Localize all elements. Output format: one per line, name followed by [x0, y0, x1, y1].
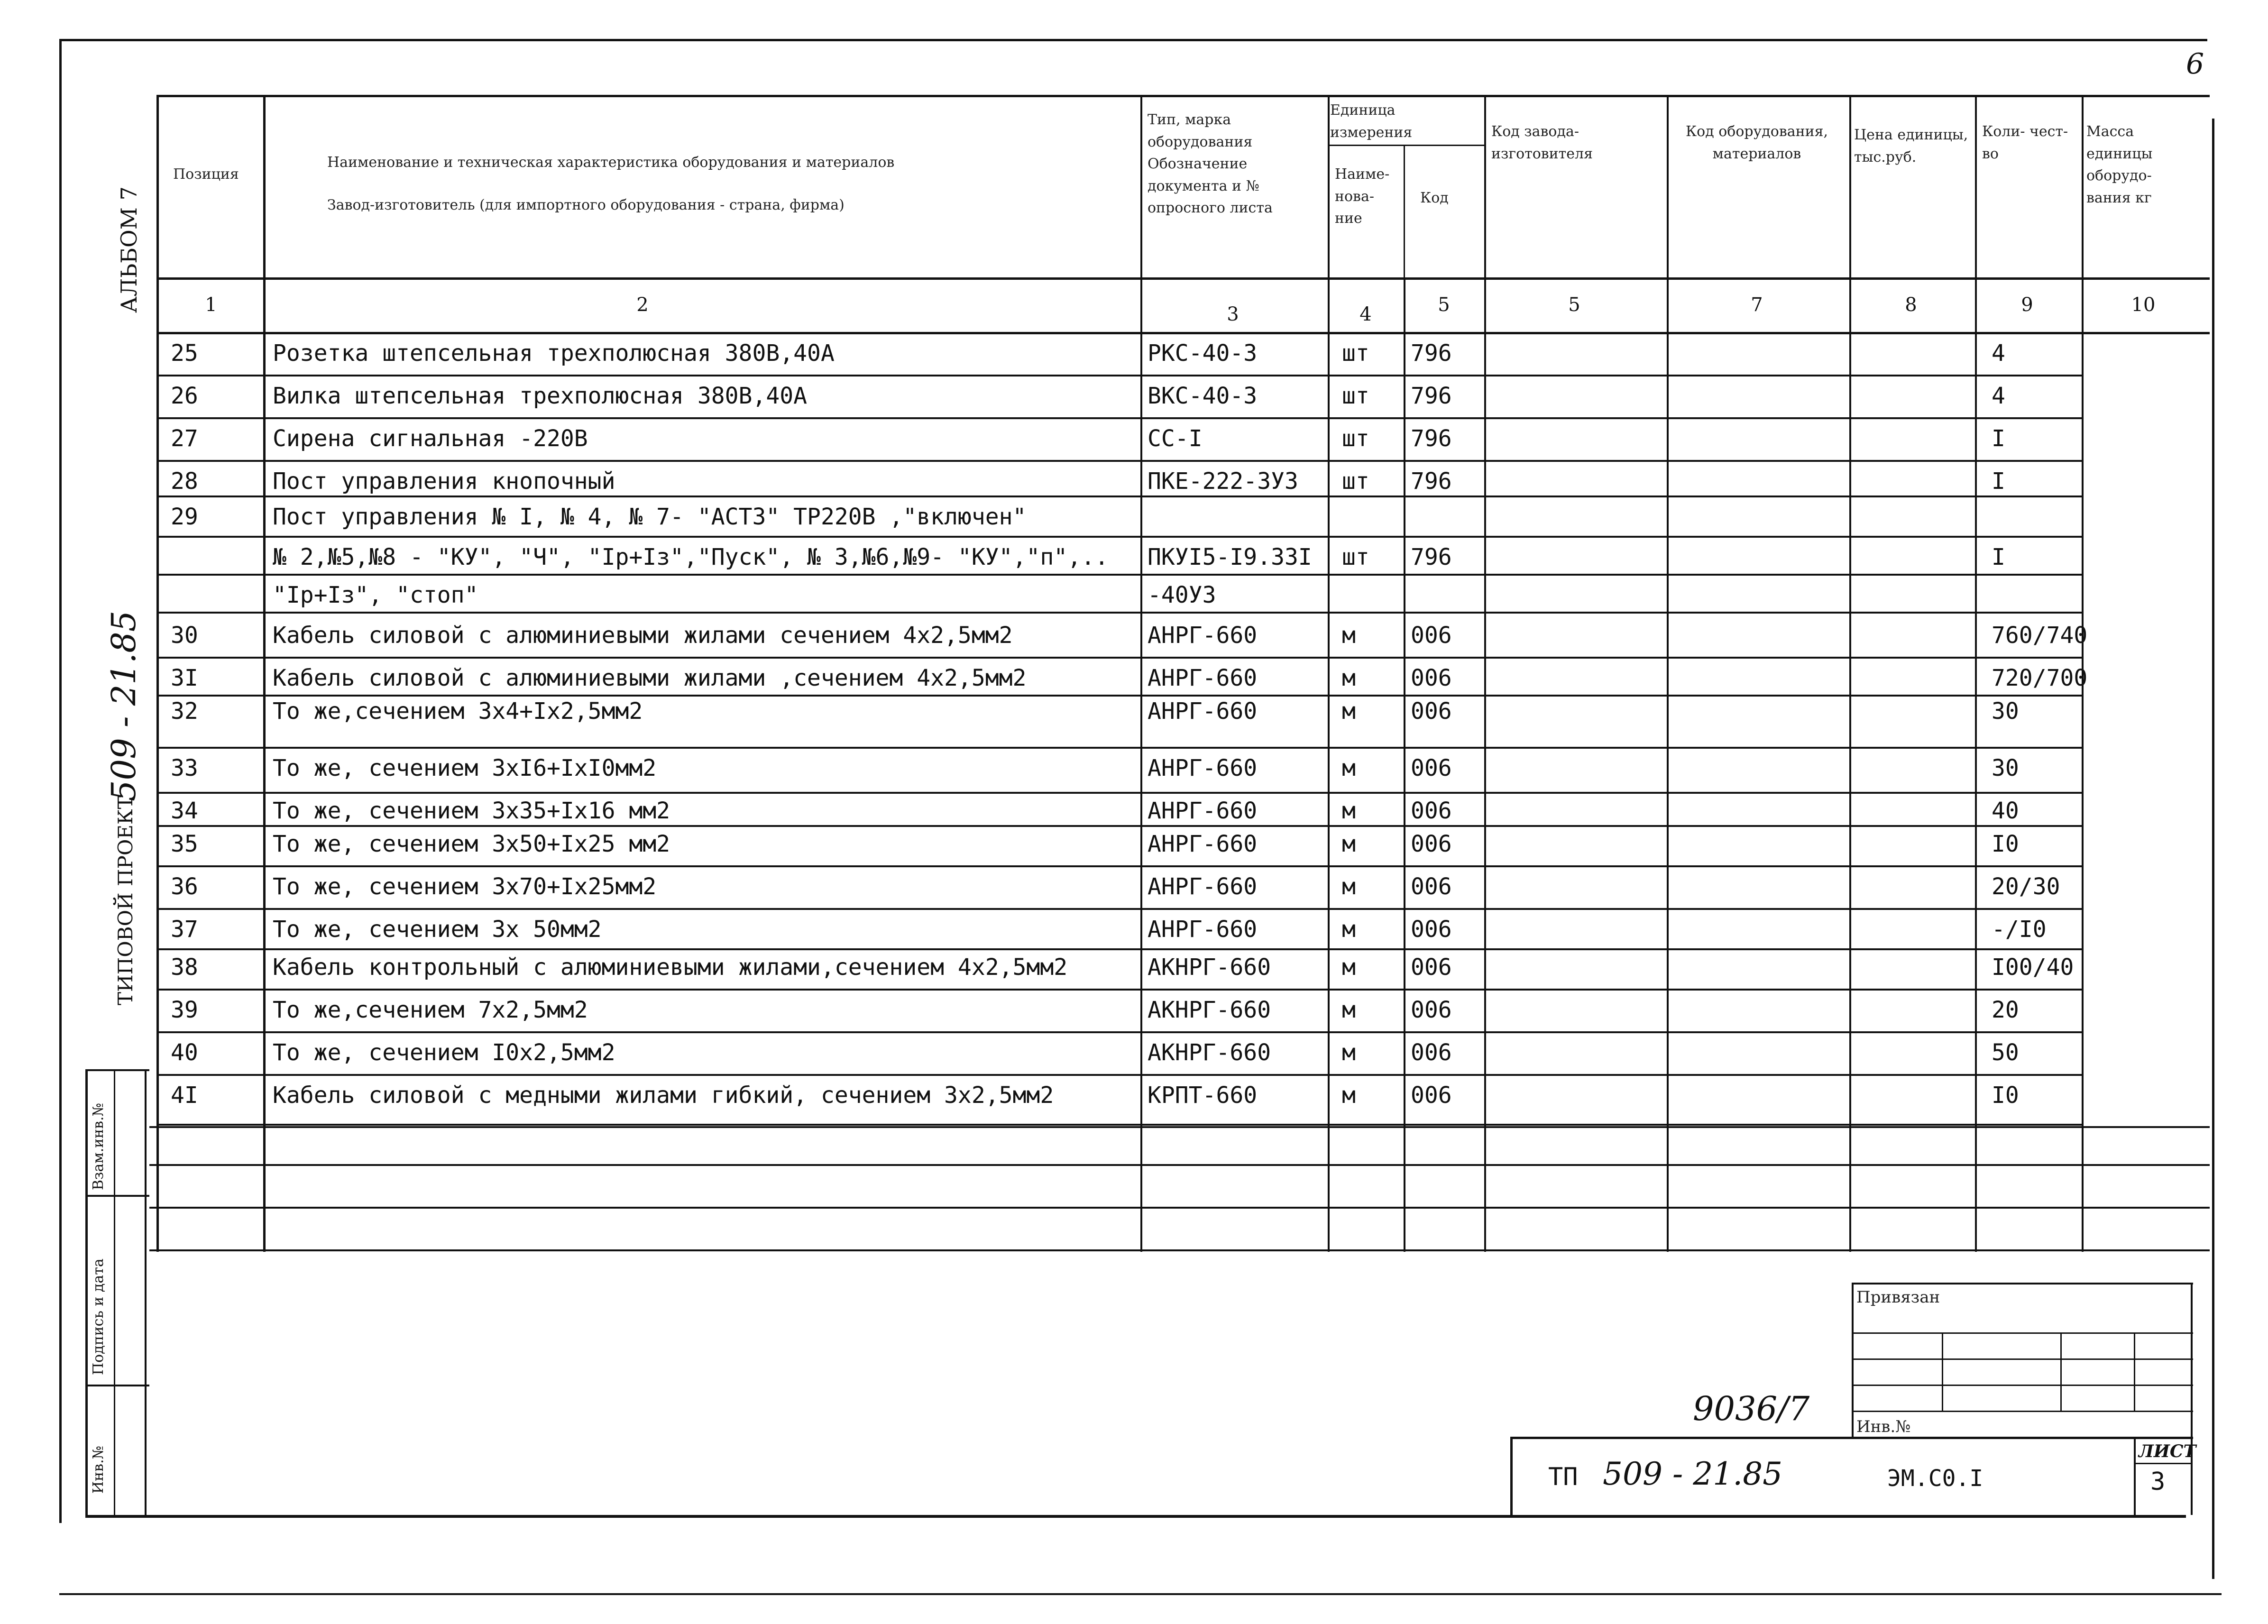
row-unit-code: 006	[1411, 622, 1452, 649]
row-unit: м	[1342, 1039, 1356, 1066]
row-rule	[156, 375, 2082, 376]
row-quantity: I	[1992, 544, 2005, 570]
row-position: 33	[171, 755, 198, 781]
row-unit-code: 006	[1411, 698, 1452, 725]
table-rule	[1404, 145, 1405, 277]
row-rule	[156, 825, 2082, 827]
row-quantity: I	[1992, 425, 2005, 452]
column-number: 2	[636, 294, 649, 316]
row-type: АКНРГ-660	[1148, 1039, 1271, 1066]
frame-bottom	[85, 1515, 2186, 1518]
row-unit-code: 006	[1411, 1039, 1452, 1066]
column-number: 9	[2021, 294, 2033, 316]
row-position: 39	[171, 997, 198, 1023]
row-name: "Iр+Iз", "стоп"	[273, 582, 478, 608]
header-quantity: Коли- чест- во	[1982, 123, 2068, 162]
col-divider	[1667, 95, 1669, 1252]
table-rule	[149, 1207, 2210, 1209]
project-code: 509 - 21.85	[104, 610, 143, 801]
stamp-line	[1852, 1385, 2193, 1386]
cut-line	[59, 1593, 2222, 1595]
frame-left	[59, 39, 62, 1523]
row-position: 38	[171, 954, 198, 981]
header-unit: Единица измерения	[1330, 102, 1413, 141]
row-name: Кабель силовой с алюминиевыми жилами ,сечением 4х2,5мм2	[273, 665, 1027, 691]
frame-right	[2212, 119, 2214, 1579]
col-divider	[263, 95, 266, 1252]
stamp-line	[2134, 1332, 2135, 1411]
column-number: 3	[1227, 303, 1239, 325]
row-unit-code: 006	[1411, 997, 1452, 1023]
stamp-line	[2134, 1437, 2136, 1517]
row-position: 25	[171, 340, 198, 367]
header-type: Тип, марка оборудования Обозначение документа и № опросного листа	[1148, 111, 1273, 216]
row-rule	[156, 792, 2082, 794]
stamp-inventory: Инв.№	[1856, 1417, 1911, 1436]
header-name-line2: Завод-изготовитель (для импортного оборудования - страна, фирма)	[327, 197, 845, 213]
row-name: То же,сечением 7х2,5мм2	[273, 997, 588, 1023]
row-unit-code: 796	[1411, 544, 1452, 570]
row-unit-code: 006	[1411, 916, 1452, 943]
row-unit: м	[1342, 954, 1356, 981]
row-type: АКНРГ-660	[1148, 954, 1271, 981]
row-unit: шт	[1342, 544, 1369, 570]
column-number: 7	[1751, 294, 1763, 316]
row-unit: м	[1342, 873, 1356, 900]
side-stamp-line	[145, 1069, 147, 1515]
row-unit-code: 006	[1411, 873, 1452, 900]
row-unit: шт	[1342, 340, 1369, 367]
stamp-signature-label: Подпись и дата	[90, 1258, 107, 1375]
row-rule	[156, 417, 2082, 419]
row-name: Пост управления № I, № 4, № 7- "АСТЗ" ТР220В ,"включен"	[273, 504, 1027, 530]
row-quantity: 720/700	[1992, 665, 2088, 691]
row-rule	[156, 948, 2082, 950]
row-name: То же, сечением 3х70+Iх25мм2	[273, 873, 657, 900]
col-divider	[1484, 95, 1486, 1252]
row-unit: м	[1342, 622, 1356, 649]
column-number: 4	[1359, 303, 1372, 325]
sheet-label: ЛИСТ	[2139, 1441, 2196, 1461]
header-mass: Масса единицы оборудо- вания кг	[2086, 123, 2153, 206]
row-quantity: -/I0	[1992, 916, 2047, 943]
row-type: АНРГ-660	[1148, 755, 1258, 781]
table-rule	[149, 1249, 2210, 1251]
header-price: Цена единицы, тыс.руб.	[1854, 127, 1968, 165]
row-unit-code: 006	[1411, 665, 1452, 691]
row-unit: м	[1342, 698, 1356, 725]
table-rule	[156, 332, 2210, 334]
row-unit: шт	[1342, 425, 1369, 452]
row-quantity: I0	[1992, 831, 2019, 857]
row-type: АНРГ-660	[1148, 665, 1258, 691]
col-divider	[156, 95, 159, 1252]
stamp-line	[2060, 1332, 2062, 1411]
header-name-line1: Наименование и техническая характеристика оборудования и материалов	[327, 154, 895, 171]
doc-number: 509 - 21.85	[1603, 1456, 1783, 1492]
row-unit-code: 796	[1411, 340, 1452, 367]
col-divider	[1849, 95, 1851, 1252]
row-type: АНРГ-660	[1148, 622, 1258, 649]
row-name: Кабель силовой с медными жилами гибкий, сечением 3х2,5мм2	[273, 1082, 1054, 1109]
doc-prefix: ТП	[1548, 1463, 1578, 1491]
row-quantity: 50	[1992, 1039, 2019, 1066]
stamp-line	[1510, 1437, 2193, 1439]
row-unit-code: 006	[1411, 798, 1452, 824]
row-unit-code: 006	[1411, 755, 1452, 781]
side-stamp-line	[114, 1069, 115, 1515]
row-unit-code: 006	[1411, 831, 1452, 857]
row-rule	[156, 1124, 2082, 1126]
header-unit-code: Код	[1420, 190, 1449, 206]
row-unit: шт	[1342, 468, 1369, 495]
table-rule	[149, 1164, 2210, 1166]
row-position: 32	[171, 698, 198, 725]
row-name: То же, сечением 3хI6+IхI0мм2	[273, 755, 657, 781]
row-unit: м	[1342, 997, 1356, 1023]
row-position: 35	[171, 831, 198, 857]
row-unit: шт	[1342, 383, 1369, 409]
stamp-line	[1942, 1332, 1943, 1411]
row-quantity: 4	[1992, 383, 2005, 409]
row-unit-code: 796	[1411, 425, 1452, 452]
row-unit: м	[1342, 755, 1356, 781]
row-position: 29	[171, 504, 198, 530]
row-type: РКС-40-3	[1148, 340, 1258, 367]
row-quantity: 4	[1992, 340, 2005, 367]
row-quantity: I00/40	[1992, 954, 2074, 981]
row-name: То же, сечением 3х 50мм2	[273, 916, 602, 943]
row-unit: м	[1342, 665, 1356, 691]
row-type: -40У3	[1148, 582, 1216, 608]
row-rule	[156, 612, 2082, 614]
row-name: Сирена сигнальная -220В	[273, 425, 588, 452]
page-number: 6	[2186, 47, 2204, 81]
row-unit-code: 006	[1411, 1082, 1452, 1109]
row-unit: м	[1342, 798, 1356, 824]
column-number: 1	[205, 294, 217, 316]
row-rule	[156, 747, 2082, 749]
stamp-line	[1852, 1283, 1854, 1439]
table-rule	[156, 277, 2210, 280]
col-divider	[1328, 95, 1330, 1252]
row-name: Кабель силовой с алюминиевыми жилами сечением 4х2,5мм2	[273, 622, 1013, 649]
frame-top	[59, 39, 2207, 41]
stamp-line	[2191, 1283, 2193, 1515]
row-quantity: 760/740	[1992, 622, 2088, 649]
row-rule	[156, 536, 2082, 538]
doc-code: ЭМ.С0.I	[1887, 1465, 1983, 1492]
row-unit-code: 006	[1411, 954, 1452, 981]
header-position: Позиция	[173, 166, 239, 183]
row-name: То же, сечением 3х50+Iх25 мм2	[273, 831, 670, 857]
header-equipment-code: Код оборудования, материалов	[1685, 123, 1828, 162]
column-number: 5	[1568, 294, 1580, 316]
stamp-line	[1852, 1411, 2193, 1412]
stamp-attached: Привязан	[1856, 1288, 1940, 1307]
row-rule	[156, 1074, 2082, 1076]
row-type: АНРГ-660	[1148, 831, 1258, 857]
row-position: 27	[171, 425, 198, 452]
row-quantity: 30	[1992, 755, 2019, 781]
row-name: Кабель контрольный с алюминиевыми жилами,сечением 4х2,5мм2	[273, 954, 1068, 981]
stamp-inventory-label: Инв.№	[90, 1446, 107, 1494]
stamp-replacement-label: Взам.инв.№	[90, 1103, 107, 1190]
side-stamp-line	[85, 1385, 149, 1386]
row-name: То же,сечением 3х4+Iх2,5мм2	[273, 698, 643, 725]
row-unit: м	[1342, 916, 1356, 943]
row-type: ПКУI5-I9.33I	[1148, 544, 1312, 570]
table-rule	[149, 1126, 2210, 1128]
row-name: Вилка штепсельная трехполюсная 380В,40А	[273, 383, 808, 409]
row-rule	[156, 495, 2082, 497]
stamp-line	[1852, 1283, 2193, 1285]
row-rule	[156, 695, 2082, 697]
table-rule	[1328, 145, 1484, 146]
row-type: КРПТ-660	[1148, 1082, 1258, 1109]
row-position: 28	[171, 468, 198, 495]
row-unit-code: 796	[1411, 383, 1452, 409]
column-number: 8	[1905, 294, 1917, 316]
row-position: 34	[171, 798, 198, 824]
side-stamp-line	[85, 1069, 88, 1515]
row-position: 30	[171, 622, 198, 649]
stamp-line	[2134, 1463, 2191, 1464]
col-divider	[1140, 95, 1142, 1252]
row-type: АНРГ-660	[1148, 798, 1258, 824]
row-type: СС-I	[1148, 425, 1203, 452]
album-label: АЛЬБОМ 7	[116, 186, 142, 313]
row-quantity: 30	[1992, 698, 2019, 725]
row-unit: м	[1342, 1082, 1356, 1109]
row-type: ПКЕ-222-3У3	[1148, 468, 1298, 495]
row-unit-code: 796	[1411, 468, 1452, 495]
project-label: ТИПОВОЙ ПРОЕКТ	[114, 796, 137, 1005]
side-stamp-line	[85, 1069, 149, 1071]
handwritten-number: 9036/7	[1693, 1389, 1810, 1428]
stamp-line	[1852, 1332, 2193, 1334]
row-name: То же, сечением 3х35+Iх16 мм2	[273, 798, 670, 824]
row-rule	[156, 908, 2082, 910]
row-rule	[156, 574, 2082, 576]
row-quantity: I0	[1992, 1082, 2019, 1109]
sheet-number: 3	[2150, 1468, 2166, 1496]
header-factory-code: Код завода- изготовителя	[1491, 123, 1593, 162]
row-position: 36	[171, 873, 198, 900]
row-name: Пост управления кнопочный	[273, 468, 615, 495]
stamp-line	[1852, 1358, 2193, 1360]
row-type: АНРГ-660	[1148, 873, 1258, 900]
row-name: Розетка штепсельная трехполюсная 380В,40А	[273, 340, 835, 367]
table-rule	[156, 95, 2210, 97]
row-rule	[156, 1031, 2082, 1033]
stamp-line	[1510, 1437, 1513, 1517]
row-rule	[156, 865, 2082, 867]
row-rule	[156, 989, 2082, 991]
row-position: 40	[171, 1039, 198, 1066]
side-stamp-line	[85, 1195, 149, 1197]
row-type: ВКС-40-3	[1148, 383, 1258, 409]
row-unit: м	[1342, 831, 1356, 857]
row-type: АНРГ-660	[1148, 916, 1258, 943]
col-divider	[1975, 95, 1977, 1252]
column-number: 5	[1438, 294, 1450, 316]
row-position: 26	[171, 383, 198, 409]
header-unit-name: Наиме- нова- ние	[1335, 166, 1390, 227]
row-type: АКНРГ-660	[1148, 997, 1271, 1023]
row-name: № 2,№5,№8 - "КУ", "Ч", "Iр+Iз","Пуск", № 3,№6,№9- "КУ","п",..	[273, 544, 1109, 570]
column-number: 10	[2131, 294, 2156, 316]
row-position: 3I	[171, 665, 198, 691]
row-position: 37	[171, 916, 198, 943]
row-name: То же, сечением I0х2,5мм2	[273, 1039, 615, 1066]
col-divider	[1404, 277, 1405, 1252]
row-rule	[156, 657, 2082, 659]
row-quantity: 20	[1992, 997, 2019, 1023]
row-quantity: 20/30	[1992, 873, 2060, 900]
row-quantity: I	[1992, 468, 2005, 495]
row-position: 4I	[171, 1082, 198, 1109]
row-quantity: 40	[1992, 798, 2019, 824]
row-type: АНРГ-660	[1148, 698, 1258, 725]
row-rule	[156, 460, 2082, 462]
